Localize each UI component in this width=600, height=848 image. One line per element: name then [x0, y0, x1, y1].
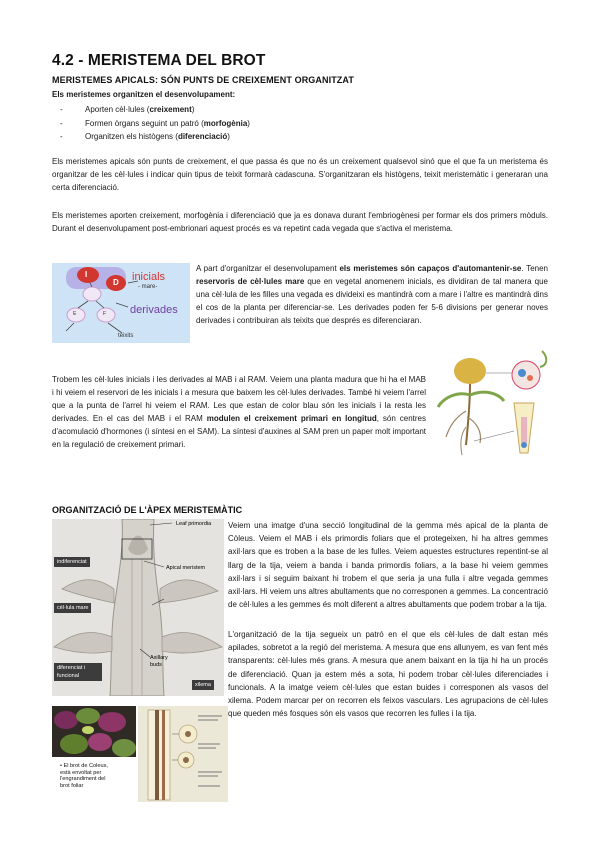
- list-item: - Aporten cèl·lules (creixement): [60, 103, 250, 117]
- label-axillary-buds: Axillary buds: [150, 655, 168, 668]
- page-title: 4.2 - MERISTEMA DEL BROT: [52, 52, 266, 69]
- paragraph-mab-ram: Trobem les cèl·lules inicials i les derivades al MAB i al RAM. Veiem una planta madura que hi ha el MAB i hi veiem el reservori de les inicials i a mesura que baixem les cèl·lules derivades. També hi veiem l'arrel que a la punta de l'arrel hi veiem el RAM. Les que estan de color blau són les inicials i la resta les derivades. En el cas del MAB i el RAM modulen el creixement primari en longitud, són centres d'acomulació d'hormones (i síntesi en el SAM). La síntesi d'auxines al SAM pren un paper molt important en la regulació de creixement primari.: [52, 375, 426, 449]
- tag-xilema: xilema: [192, 680, 214, 690]
- plant-svg: [430, 345, 554, 463]
- paragraph-apical-growth: Els meristemes apicals són punts de creixement, el que passa és que no és un creixement qualsevol sinó que el que fa un meristema és organitzar de les cèl·lules i indicar quin tipus de teixit formarà cadascuna. S'organitzaran els histògens, teixit meristemàtic i generaran una certa diferenciació.: [52, 157, 548, 192]
- plant-meristem-illustration: [430, 345, 554, 463]
- label-leaf-primordia: Leaf primordia: [176, 521, 212, 527]
- cell-d-label: D: [113, 278, 119, 287]
- coleus-photo-svg: [52, 706, 136, 759]
- coleus-caption-box: [48, 757, 140, 803]
- bullet-list: [60, 103, 250, 144]
- tag-cel-lula-mare: cèl·lula mare: [54, 603, 91, 613]
- paragraph-morphogenesis: Els meristemes aporten creixement, morfogènia i diferenciació que ja es donava durant l'embriogènesi per formar els dos primers mòduls. Durant el desenvolupament post-embrionari aquest procés es va repetint cada vegada que s'activa el meristema.: [52, 211, 548, 233]
- figure-caption: • El brot de Coleus, està envoltat per l'engrandiment del brot foliar: [60, 763, 108, 790]
- list-item: - Organitzen els histògens (diferenciació): [60, 130, 250, 144]
- list-item: - Formen òrgans seguint un patró (morfogènia): [60, 117, 250, 131]
- diagram-svg: [52, 263, 190, 343]
- tag-indiferenciat: indiferenciat: [54, 557, 90, 567]
- tag-diferenciat: diferenciat i funcional: [54, 663, 102, 681]
- cell-f-label: F: [103, 311, 107, 317]
- initials-derivatives-diagram: [52, 263, 190, 343]
- label-inicials: inicials: [132, 271, 166, 283]
- paragraph-stem-organization: L'organització de la tija segueix un patró en el que els cèl·lules de dalt estan més apilades, sobretot a la regió del meristema. A mesura que ens allunyem, es van fent més transparents: cèl·lules més grans. A mesura que anem baixant en la tija hi ha un procés de diferenciació. Quan ja estem més a sota, hi podem trobar cèl·lules diferenciades i funcionals. A la imatge veiem cèl·lules que estan buides i corresponen als vasos del xilema. Podem marcar per on recorren els feixos vasculars. Les agrupacions de cèl·lules que queden més fosques són els vasos que recorren les fulles i la tija.: [228, 630, 548, 719]
- paragraph-coleus-section: Veiem una imatge d'una secció longitudinal de la gemma més apical de la planta de Còleus. Veiem el MAB i els primordis foliars que el protegeixen, hi ha altres gemmes axil·lars que es troben a la base de les fulles. Veiem aquestes estructures repentint-se al llarg de la tija, veiem a banda i banda primordis foliars, a la base hi veiem gemmes axil·lars i si seguim baixant hi trobem el que seria ja una fulla i altre vegada gemmes axil·lars. Hi veiem uns altres abultaments que no corresponen a gemmes. La concentració de cèl·lules a les gemmes és molt diferent a altres abultaments que podem trobar a la tija.: [228, 521, 548, 610]
- section-subtitle: MERISTEMES APICALS: SÓN PUNTS DE CREIXEMENT ORGANITZAT: [52, 75, 354, 85]
- label-derivades: derivades: [130, 304, 178, 316]
- intro-line: Els meristemes organitzen el desenvolupament:: [52, 90, 236, 99]
- cell-i-label: I: [85, 270, 88, 279]
- paragraph-self-maintenance: A part d'organitzar el desenvolupament els meristemes són capaços d'automantenir-se. Tenen reservoris de cèl·lules mare que en vegetal anomenem inicials, es dividiran de tal manera que una cèl·lula de les filles una vegada es divideixi es mantindrà com a mare i l'altre es mantindrà dins el cos de la planta per diferenciar-se. Les derivades poden fer 5-6 divisions per generar noves derivades i contribuiran als teixits que després es diferenciaran.: [196, 264, 549, 325]
- label-mare: - mare-: [138, 284, 158, 290]
- coleus-apex-section-image: [52, 519, 224, 696]
- label-apical-meristem: Apical meristem: [166, 565, 206, 571]
- section-title-apex: ORGANITZACIÓ DE L'ÀPEX MERISTEMÀTIC: [52, 505, 243, 515]
- vascular-bundle-diagram: [138, 706, 228, 802]
- label-teixits: teixits: [118, 333, 134, 339]
- vascular-svg: [138, 706, 228, 802]
- coleus-plant-photo: [52, 706, 136, 759]
- cell-e-label: E: [73, 311, 77, 317]
